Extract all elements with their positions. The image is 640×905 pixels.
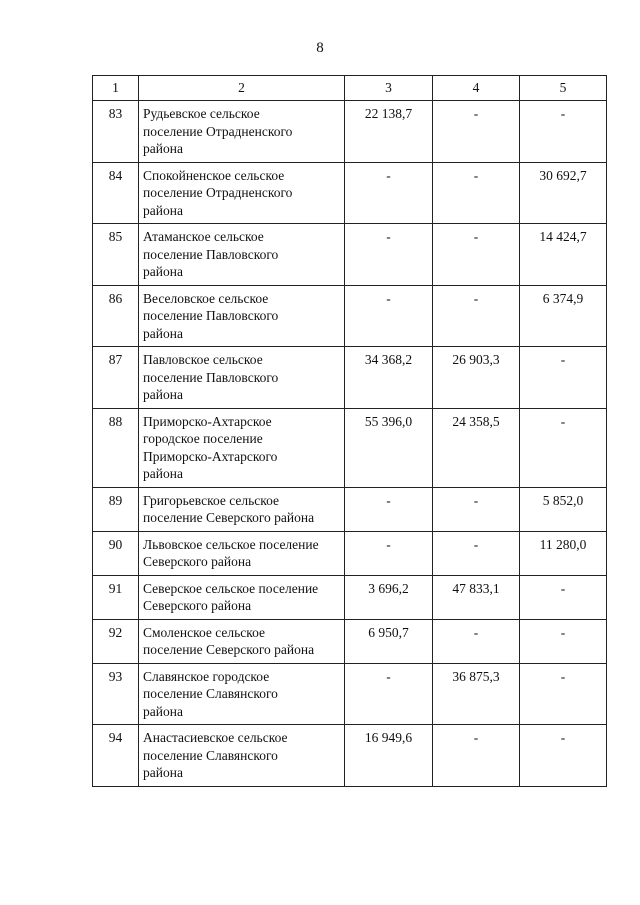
settlement-name-line: поселение Северского района: [143, 510, 315, 525]
settlement-name-line: Анастасиевское сельское: [143, 730, 288, 745]
row-number: 91: [93, 575, 139, 619]
value-cell-c4: -: [433, 619, 520, 663]
value-cell-c4: 26 903,3: [433, 347, 520, 409]
value-cell-c4: -: [433, 487, 520, 531]
value-cell-c4: -: [433, 162, 520, 224]
table-row: [93, 162, 607, 224]
row-number: 83: [93, 101, 139, 163]
settlement-name-line: Григорьевское сельское: [143, 492, 280, 508]
settlement-name-line: района: [143, 141, 183, 156]
row-number: 88: [93, 408, 139, 487]
settlement-name: [139, 575, 345, 619]
table-row: [93, 408, 607, 487]
value-cell-c4: -: [433, 531, 520, 575]
row-number: 92: [93, 619, 139, 663]
row-number: 89: [93, 487, 139, 531]
settlement-name-line: Веселовское сельское: [143, 290, 269, 306]
settlement-name-line: поселение Павловского: [143, 308, 279, 323]
settlement-name: [139, 347, 345, 409]
value-cell-c3: -: [345, 487, 433, 531]
settlement-name-line: района: [143, 202, 183, 218]
settlement-name: [139, 531, 345, 575]
header-cell: 3: [345, 76, 433, 101]
value-cell-c5: -: [520, 663, 607, 725]
header-cell: 2: [139, 76, 345, 101]
settlement-name: [139, 162, 345, 224]
value-cell-c4: -: [433, 101, 520, 163]
settlement-name-line: Смоленское сельское: [143, 624, 266, 640]
value-cell-c3: -: [345, 285, 433, 347]
value-cell-c5: -: [520, 347, 607, 409]
value-cell-c5: -: [520, 725, 607, 787]
value-cell-c3: 6 950,7: [345, 619, 433, 663]
settlement-name-line: района: [143, 387, 183, 402]
value-cell-c5: 5 852,0: [520, 487, 607, 531]
settlement-name-line: Львовское сельское поселение: [143, 536, 319, 552]
value-cell-c3: -: [345, 162, 433, 224]
settlement-name-line: Атаманское сельское: [143, 229, 264, 244]
settlement-name-line: Славянское городское: [143, 668, 270, 684]
settlement-name-line: поселение Северского района: [143, 642, 315, 657]
table-row: [93, 101, 607, 163]
row-number: 84: [93, 162, 139, 224]
table-row: [93, 347, 607, 409]
row-number: 93: [93, 663, 139, 725]
page-number: 8: [316, 40, 324, 56]
value-cell-c5: -: [520, 619, 607, 663]
settlement-name-line: поселение Славянского: [143, 747, 278, 763]
value-cell-c5: 30 692,7: [520, 162, 607, 224]
value-cell-c4: -: [433, 725, 520, 787]
value-cell-c5: 14 424,7: [520, 224, 607, 286]
settlement-name-line: района: [143, 703, 183, 719]
value-cell-c5: 11 280,0: [520, 531, 607, 575]
settlement-name-line: городское поселение: [143, 431, 263, 446]
value-cell-c3: -: [345, 224, 433, 286]
settlement-name-line: Рудьевское сельское: [143, 106, 260, 121]
value-cell-c5: -: [520, 408, 607, 487]
value-cell-c4: -: [433, 285, 520, 347]
value-cell-c4: 36 875,3: [433, 663, 520, 725]
value-cell-c4: 47 833,1: [433, 575, 520, 619]
table-row: [93, 531, 607, 575]
data-table: [92, 75, 607, 787]
row-number: 85: [93, 224, 139, 286]
header-cell: 4: [433, 76, 520, 101]
value-cell-c5: -: [520, 101, 607, 163]
row-number: 86: [93, 285, 139, 347]
table-row: [93, 224, 607, 286]
settlement-name-line: поселение Павловского: [143, 246, 279, 262]
settlement-name: [139, 725, 345, 787]
value-cell-c3: 3 696,2: [345, 575, 433, 619]
settlement-name: [139, 663, 345, 725]
value-cell-c4: -: [433, 224, 520, 286]
settlement-name-line: Спокойненское сельское: [143, 167, 285, 183]
settlement-name-line: поселение Павловского: [143, 369, 279, 385]
value-cell-c3: 55 396,0: [345, 408, 433, 487]
settlement-name-line: Северского района: [143, 554, 252, 569]
table-row: [93, 663, 607, 725]
settlement-name: [139, 101, 345, 163]
settlement-name-line: района: [143, 264, 183, 279]
value-cell-c5: -: [520, 575, 607, 619]
row-number: 87: [93, 347, 139, 409]
settlement-name: [139, 224, 345, 286]
settlement-name-line: Приморско-Ахтарское: [143, 413, 272, 429]
value-cell-c4: 24 358,5: [433, 408, 520, 487]
settlement-name: [139, 408, 345, 487]
settlement-name-line: поселение Отрадненского: [143, 185, 293, 200]
table-row: [93, 575, 607, 619]
table-body: [93, 101, 607, 787]
header-cell: 1: [93, 76, 139, 101]
value-cell-c3: 22 138,7: [345, 101, 433, 163]
settlement-name-line: района: [143, 765, 183, 780]
row-number: 90: [93, 531, 139, 575]
settlement-name: [139, 487, 345, 531]
table-row: [93, 725, 607, 787]
value-cell-c3: 34 368,2: [345, 347, 433, 409]
value-cell-c5: 6 374,9: [520, 285, 607, 347]
settlement-name-line: Павловское сельское: [143, 352, 263, 367]
settlement-name-line: поселение Славянского: [143, 686, 278, 701]
settlement-name: [139, 619, 345, 663]
settlement-name-line: Северское сельское поселение: [143, 580, 319, 596]
value-cell-c3: -: [345, 531, 433, 575]
header-row: [93, 76, 607, 101]
row-number: 94: [93, 725, 139, 787]
value-cell-c3: 16 949,6: [345, 725, 433, 787]
table-row: [93, 285, 607, 347]
value-cell-c3: -: [345, 663, 433, 725]
settlement-name: [139, 285, 345, 347]
table-row: [93, 619, 607, 663]
settlement-name-line: Северского района: [143, 598, 252, 613]
settlement-name-line: района: [143, 325, 183, 341]
header-cell: 5: [520, 76, 607, 101]
settlement-name-line: района: [143, 466, 183, 481]
table-row: [93, 487, 607, 531]
settlement-name-line: поселение Отрадненского: [143, 123, 293, 139]
settlement-name-line: Приморско-Ахтарского: [143, 448, 278, 464]
